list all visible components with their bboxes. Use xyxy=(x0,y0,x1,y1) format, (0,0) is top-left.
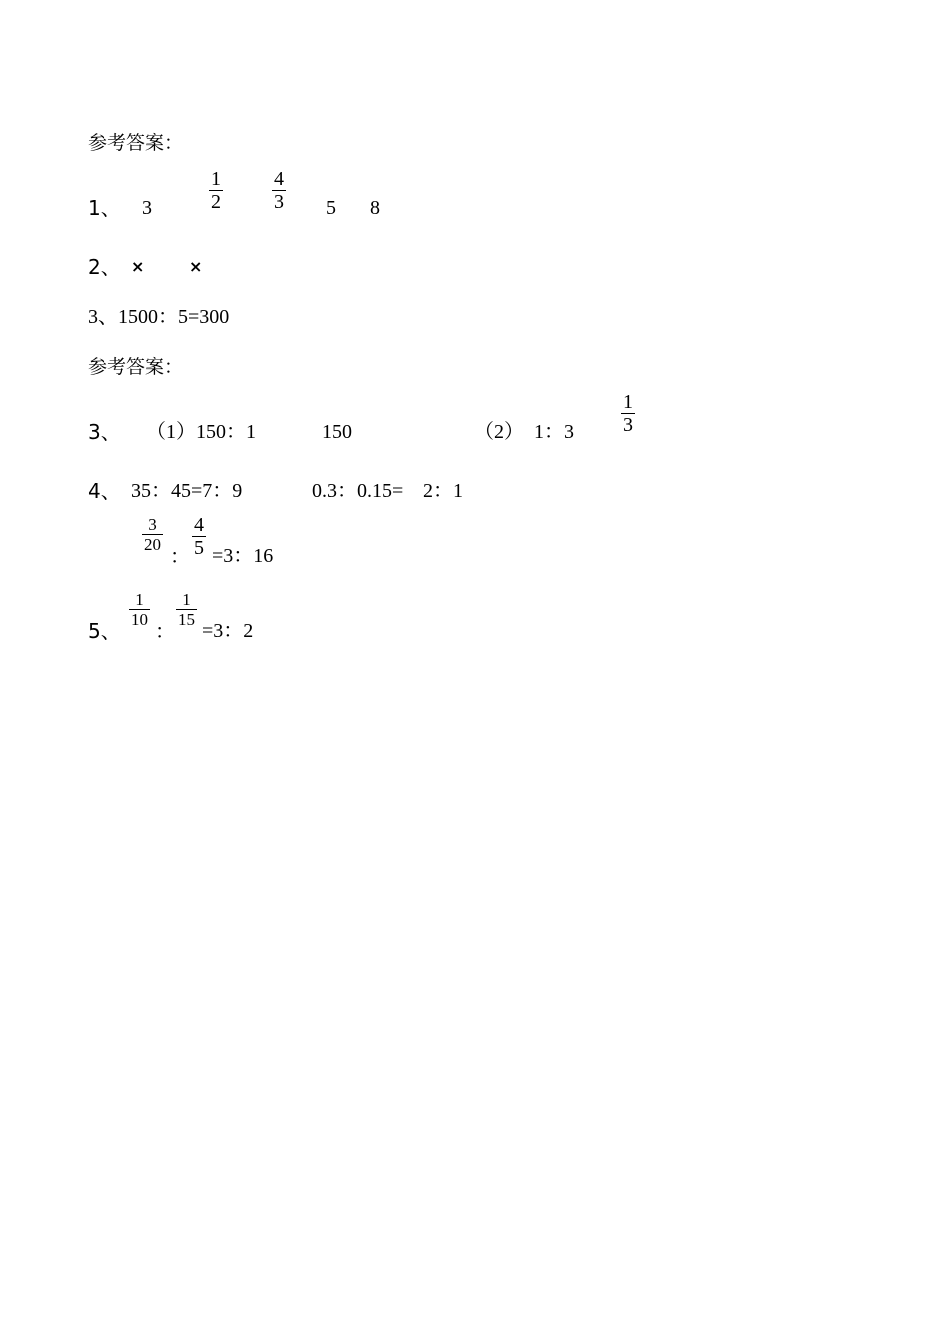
answer-2-label: 2、 xyxy=(88,255,121,279)
answer-5-fraction-1 xyxy=(129,590,150,629)
fraction-denominator: 20 xyxy=(144,535,161,554)
answer-1-label: 1、 xyxy=(88,196,121,220)
answer-1-value-1: 3 xyxy=(142,197,152,219)
wrong-mark-1: × xyxy=(131,257,145,276)
fraction-numerator: 4 xyxy=(274,168,284,190)
fraction-denominator: 5 xyxy=(194,537,204,559)
answer-1-value-5: 8 xyxy=(370,197,380,219)
fraction-denominator: 2 xyxy=(211,191,221,213)
fraction-denominator: 15 xyxy=(178,610,195,629)
answer-3-fraction xyxy=(621,391,635,436)
fraction-numerator: 4 xyxy=(194,514,204,536)
answer-3-part-1-value: 150 xyxy=(322,421,352,443)
answer-5-colon: ： xyxy=(155,621,175,643)
fraction-numerator: 1 xyxy=(623,391,633,413)
answer-4-fraction-1 xyxy=(142,515,163,554)
answer-5-fraction-2 xyxy=(176,590,197,629)
fraction-numerator: 1 xyxy=(211,168,221,190)
wrong-mark-2: × xyxy=(189,257,203,276)
answer-heading: 参考答案： xyxy=(88,132,184,154)
answer-5-result: =3：2 xyxy=(202,620,254,642)
answer-1-fraction-2 xyxy=(272,168,286,213)
answer-3-part-2-ratio: 1：3 xyxy=(534,421,574,443)
answer-5-label: 5、 xyxy=(88,619,121,643)
answer-4-ratio-2: 0.3：0.15= xyxy=(312,480,404,502)
answer-3-section1: 3、1500：5=300 xyxy=(88,306,230,328)
answer-3-label: 3、 xyxy=(88,420,121,444)
fraction-denominator: 10 xyxy=(131,610,148,629)
answer-4-fraction-2 xyxy=(192,514,206,559)
answer-heading-2: 参考答案： xyxy=(88,356,184,378)
fraction-denominator: 3 xyxy=(623,414,633,436)
fraction-numerator: 3 xyxy=(142,515,163,535)
answer-3-part-2: （2） xyxy=(474,421,524,443)
answer-3-part-1: （1）150：1 xyxy=(146,421,256,443)
answer-4-label: 4、 xyxy=(88,479,121,503)
fraction-numerator: 1 xyxy=(129,590,150,610)
answer-4-ratio-2-result: 2：1 xyxy=(423,480,463,502)
answer-4-colon: ： xyxy=(170,546,190,568)
answer-4-ratio-1: 35：45=7：9 xyxy=(131,480,243,502)
answer-4-result: =3：16 xyxy=(212,545,274,567)
answer-1-value-4: 5 xyxy=(326,197,336,219)
fraction-denominator: 3 xyxy=(274,191,284,213)
fraction-numerator: 1 xyxy=(176,590,197,610)
answer-1-fraction-1 xyxy=(209,168,223,213)
